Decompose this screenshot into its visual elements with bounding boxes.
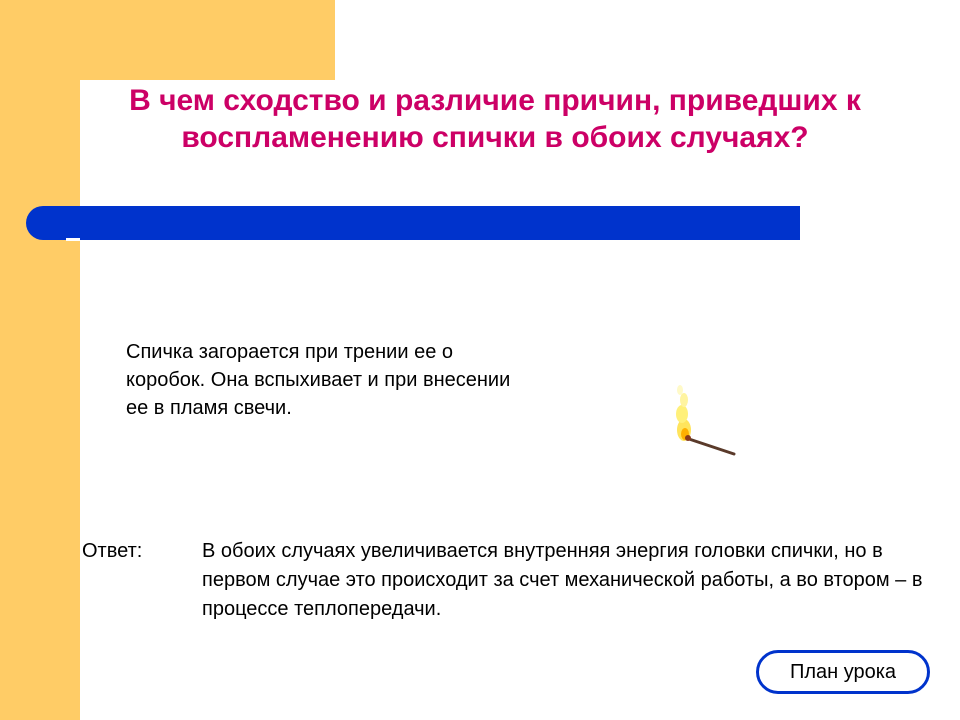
left-decor-stripe: [0, 0, 80, 720]
answer-text: В обоих случаях увеличивается внутренняя энергия головки спички, но в первом случае это происходит за счет механической работы, а во втором – в процессе теплопередачи.: [202, 540, 923, 620]
question-text: Спичка загорается при трении ее о коробок. Она вспыхивает и при внесении ее в пламя свечи.: [126, 341, 511, 419]
answer-label: Ответ:: [82, 540, 143, 562]
lesson-plan-button[interactable]: План урока: [756, 650, 930, 694]
title-underline-bar: [26, 206, 800, 240]
bar-notch: [66, 238, 80, 241]
slide-title: В чем сходство и различие причин, приведших к воспламенению спички в обоих случаях?: [129, 84, 861, 154]
top-decor-block: [80, 0, 335, 80]
burning-match-icon: [660, 372, 750, 472]
